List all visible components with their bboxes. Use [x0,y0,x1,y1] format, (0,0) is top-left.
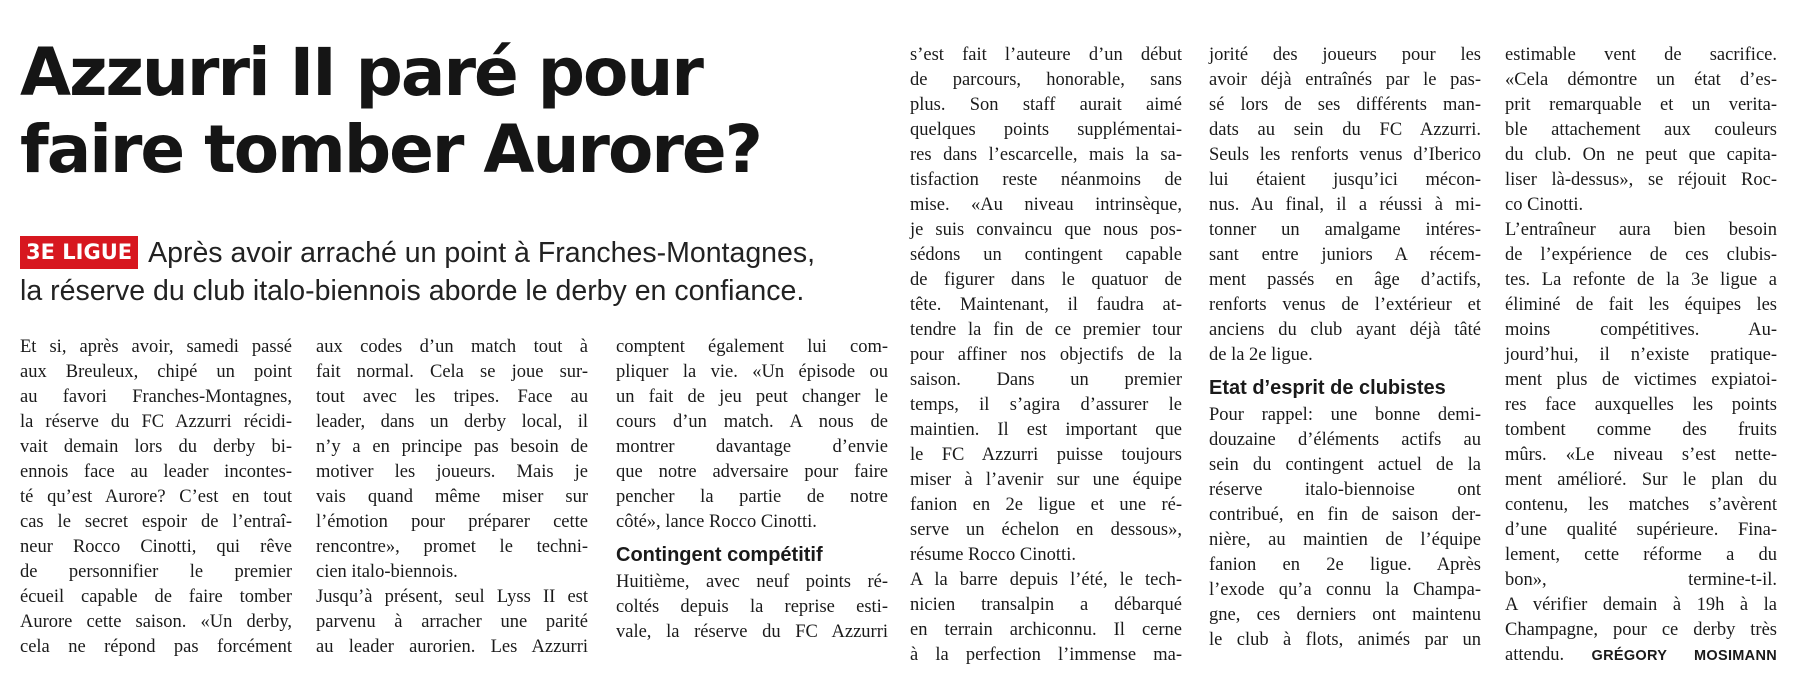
text-line: s’est fait l’auteure d’un début [910,45,1182,65]
text-line: de l’expérience de ces clubis- [1505,245,1777,265]
text-line: fanion en 2e ligue et une ré- [910,495,1182,515]
text-line: saison. Dans un premier [910,370,1182,390]
text-line: côté», lance Rocco Cinotti. [616,512,817,532]
text-line: je suis convaincu que nous pos- [910,220,1182,240]
article-column-1 [20,335,292,660]
text-line: le FC Azzurri puisse toujours [910,445,1182,465]
text-line: nus. Au final, il a réussi à mi- [1209,195,1481,215]
text-line: vale, la réserve du FC Azzurri [616,622,888,642]
text-line: renforts venus de l’extérieur et [1209,295,1481,315]
text-line: liser là-dessus», se réjouit Roc- [1505,170,1777,190]
text-line: nière, au maintien de l’équipe [1209,530,1481,550]
text-line: de figurer dans le quatuor de [910,270,1182,290]
text-line: mûrs. «Le niveau s’est nette- [1505,445,1777,465]
text-line: l’émotion pour préparer cette [316,512,588,532]
text-line: sein du contingent actuel de la [1209,455,1481,475]
text-line: pencher la partie de notre [616,487,888,507]
text-line: sédons un contingent capable [910,245,1182,265]
text-line: au leader aurorien. Les Azzurri [316,637,588,657]
article-column-3 [616,335,888,645]
text-line: «Cela démontre un état d’es- [1505,70,1777,90]
text-line: montrer davantage d’envie [616,437,888,457]
lead-text: Après avoir arraché un point à Franches-Montagnes, [148,237,816,269]
text-line: vait demain lors du derby bi- [20,437,292,457]
text-line: prit remarquable et un verita- [1505,95,1777,115]
text-line: sant entre juniors A récem- [1209,245,1481,265]
text-line: d’une qualité supérieure. Fina- [1505,520,1777,540]
text-line: Champagne, pour ce derby très [1505,620,1777,640]
text-line: tout avec les tripes. Face au [316,387,588,407]
text-line: tombent comme des fruits [1505,420,1777,440]
text-line: douzaine d’éléments actifs au [1209,430,1481,450]
text-line: fait normal. Cela se joue sur- [316,362,588,382]
text-line: sé lors de ses différents man- [1209,95,1481,115]
rubric-badge: 3E LIGUE [20,236,138,269]
headline [20,34,880,188]
lead-line [20,234,900,272]
text-line: le club à flots, animés par un [1209,630,1481,650]
text-line: Pour rappel: une bonne demi- [1209,405,1481,425]
text-line: cela ne répond pas forcément [20,637,292,657]
text-line: aux codes d’un match tout à [316,337,588,357]
text-line: au favori Franches-Montagnes, [20,387,292,407]
headline-line: Azzurri II paré pour [20,34,702,111]
text-line: que notre adversaire pour faire [616,462,888,482]
lead-line: la réserve du club italo-biennois aborde le derby en confiance. [20,275,805,307]
text-line: réserve italo-biennoise ont [1209,480,1481,500]
text-line: leader, dans un derby local, il [316,412,588,432]
text-line: éliminé de fait les équipes les [1505,295,1777,315]
text-line: n’y a en principe pas besoin de [316,437,588,457]
text-line: avoir déjà entraînés par le pas- [1209,70,1481,90]
text-line: jorité des joueurs pour les [1209,45,1481,65]
text-line: jourd’hui, il n’existe pratique- [1505,345,1777,365]
text-line: lui étaient jusqu’ici mécon- [1209,170,1481,190]
text-line: co Cinotti. [1505,195,1584,215]
text-line: res dans l’escarcelle, mais la sa- [910,145,1182,165]
text-line: res face auxquelles les points [1505,395,1777,415]
text-line: l’exode qu’a connu la Champa- [1209,580,1481,600]
text-line: cas le secret espoir de l’entraî- [20,512,292,532]
text-line: tes. La refonte de la 3e ligue a [1505,270,1777,290]
text-line: ennois face au leader incontes- [20,462,292,482]
text-line: L’entraîneur aura bien besoin [1505,220,1777,240]
text-line: ment plus de victimes expiatoi- [1505,370,1777,390]
text-line: vais quand même miser sur [316,487,588,507]
article-column-2 [316,335,588,660]
text-line: Jusqu’à présent, seul Lyss II est [316,587,588,607]
text-line: du club. On ne peut que capita- [1505,145,1777,165]
text-line: contenu, les matches s’avèrent [1505,495,1777,515]
text-line: la réserve du FC Azzurri récidi- [20,412,292,432]
text-line: cien italo-biennois. [316,562,458,582]
text-line: mise. «Au niveau intrinsèque, [910,195,1182,215]
text-line: A la barre depuis l’été, le tech- [910,570,1182,590]
article-column-5 [1209,43,1481,653]
text-line: de personnifier le premier [20,562,292,582]
text-line: moins compétitives. Au- [1505,320,1777,340]
text-line: écueil capable de faire tomber [20,587,292,607]
text-line: Aurore cette saison. «Un derby, [20,612,292,632]
author-byline: GRÉGORY MOSIMANN [1591,648,1777,664]
text-line: serve un échelon en dessous», [910,520,1182,540]
text-line: de la 2e ligue. [1209,345,1313,365]
text-line: fanion en 2e ligue. Après [1209,555,1481,575]
text-line: comptent également lui com- [616,337,888,357]
text-line: aux Breuleux, chipé un point [20,362,292,382]
text-line: lement, cette réforme a du [1505,545,1777,565]
text-line: neur Rocco Cinotti, qui rêve [20,537,292,557]
text-line: plus. Son staff aurait aimé [910,95,1182,115]
text-line: tête. Maintenant, il faudra at- [910,295,1182,315]
text-line: coltés depuis la reprise esti- [616,597,888,617]
article-column-6 [1505,43,1777,668]
text-line: de parcours, honorable, sans [910,70,1182,90]
section-subheading: Contingent compétitif [616,544,823,566]
text-line: en terrain archiconnu. Il cerne [910,620,1182,640]
text-line: ment passés en âge d’actifs, [1209,270,1481,290]
text-line: ble attachement aux couleurs [1505,120,1777,140]
text-line: attendu. [1505,645,1565,665]
text-line: contribué, en fin de saison der- [1209,505,1481,525]
text-line: temps, il s’agira d’assurer le [910,395,1182,415]
section-subheading: Etat d’esprit de clubistes [1209,377,1446,399]
article-column-4 [910,43,1182,668]
text-line: té qu’est Aurore? C’est en tout [20,487,292,507]
text-line: quelques points supplémentai- [910,120,1182,140]
text-line: motiver les joueurs. Mais je [316,462,588,482]
text-line: maintien. Il est important que [910,420,1182,440]
text-line: pliquer la vie. «Un épisode ou [616,362,888,382]
text-line: parvenu à arracher une parité [316,612,588,632]
text-line: estimable vent de sacrifice. [1505,45,1777,65]
text-line [1505,643,1777,668]
text-line: cours d’un match. A nous de [616,412,888,432]
text-line: un fait de jeu peut changer le [616,387,888,407]
text-line: à la perfection l’immense ma- [910,645,1182,665]
text-line: dats au sein du FC Azzurri. [1209,120,1481,140]
text-line: bon», termine-t-il. [1505,570,1777,590]
text-line: pour affiner nos objectifs de la [910,345,1182,365]
lead-paragraph [20,234,900,310]
text-line: résume Rocco Cinotti. [910,545,1076,565]
text-line: Huitième, avec neuf points ré- [616,572,888,592]
text-line: nicien transalpin a débarqué [910,595,1182,615]
text-line: Et si, après avoir, samedi passé [20,337,292,357]
text-line: rencontre», promet le techni- [316,537,588,557]
text-line: Seuls les renforts venus d’Iberico [1209,145,1481,165]
headline-line: faire tomber Aurore? [20,111,761,188]
text-line: A vérifier demain à 19h à la [1505,595,1777,615]
text-line: gne, ces derniers ont maintenu [1209,605,1481,625]
text-line: tisfaction reste néanmoins de [910,170,1182,190]
text-line: ment amélioré. Sur le plan du [1505,470,1777,490]
text-line: miser à l’avenir sur une équipe [910,470,1182,490]
text-line: tendre la fin de ce premier tour [910,320,1182,340]
text-line: tonner un amalgame intéres- [1209,220,1481,240]
text-line: anciens du club ayant déjà tâté [1209,320,1481,340]
